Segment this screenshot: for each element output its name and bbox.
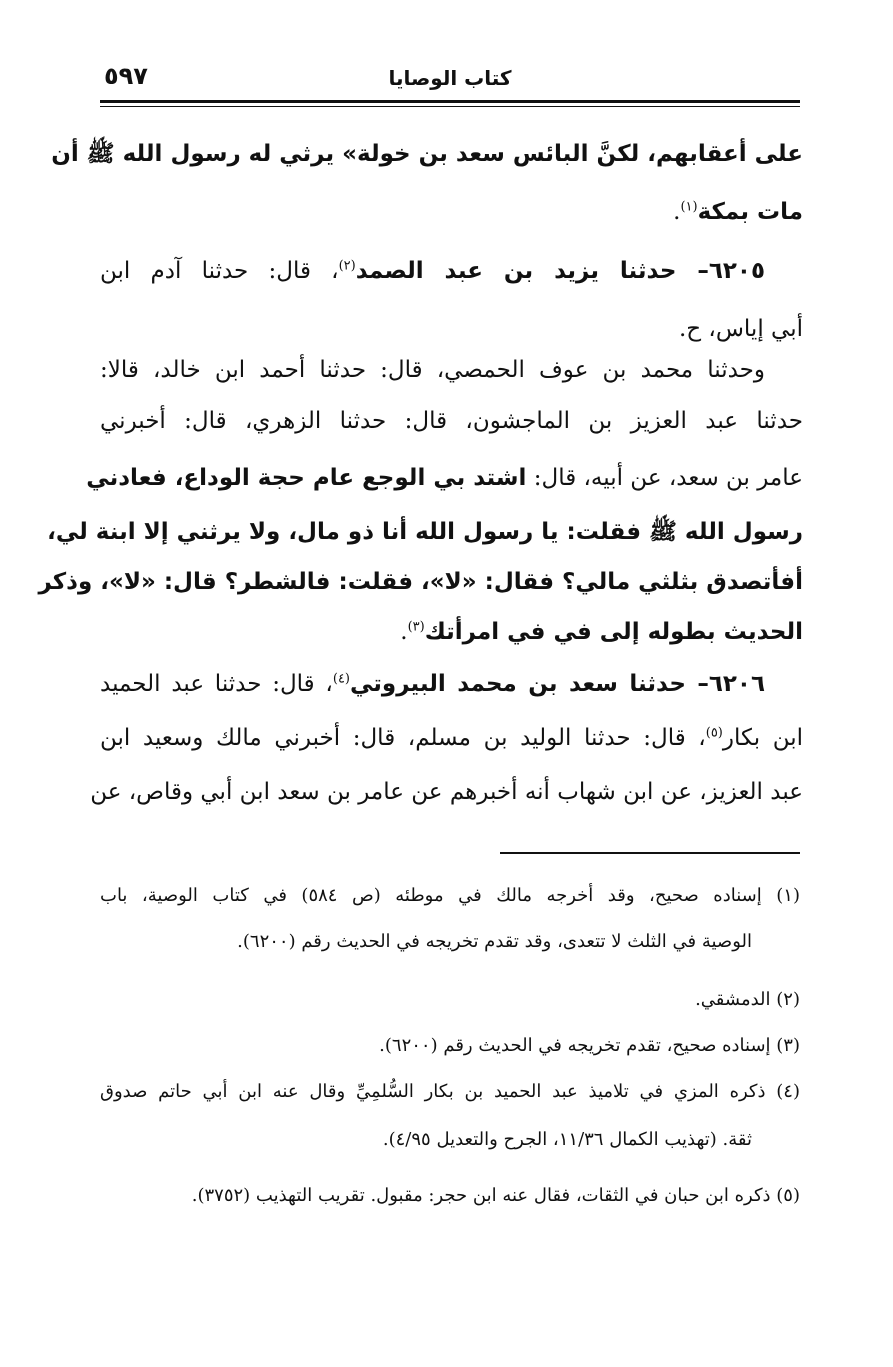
text-run: ، قال: حدثنا الوليد بن مسلم، قال: أخبرني مالك وسعيد ابن [100,725,706,751]
body-line-9: أفأتصدق بثلثي مالي؟ فقال: «لا»، فقلت: فالشطر؟ قال: «لا»، وذكر [38,569,803,595]
bold-phrase: الحديث بطوله إلى في في امرأتك [424,619,803,645]
body-line-2 [100,192,803,234]
dash: – حدثنا يزيد بن عبد الصمد [355,258,709,284]
body-line-7 [86,458,803,500]
footnote-1-line-2: الوصية في الثلث لا تتعدى، وقد تقدم تخريجه في الحديث رقم (٦٢٠٠). [237,931,752,952]
footnote-marker-1: (١) [680,199,698,215]
footnote-marker-4: (٤) [332,671,350,687]
text-run: ، قال: حدثنا عبد الحميد [100,671,333,697]
bold-phrase: مات بمكة [697,199,803,225]
body-line-5: وحدثنا محمد بن عوف الحمصي، قال: حدثنا أحمد ابن خالد، قالا: [100,357,765,383]
text-run: ابن بكار [722,725,803,751]
body-line-8: رسول الله ﷺ فقلت: يا رسول الله أنا ذو مال، ولا يرثني إلا ابنة لي، [47,519,803,545]
footnote-2: (٢) الدمشقي. [695,989,800,1010]
running-title: كتاب الوصايا [388,66,512,90]
footnote-separator [500,852,800,854]
page-header [100,60,800,96]
footnote-marker-5: (٥) [705,725,723,741]
hadith-number: ٦٢٠٥ [708,258,765,284]
footnote-3: (٣) إسناده صحيح، تقدم تخريجه في الحديث رقم (٦٢٠٠). [379,1035,800,1056]
period: . [400,619,408,645]
body-line-4: أبي إياس، ح. [678,316,803,342]
period: . [673,199,681,225]
body-line-10 [100,612,803,654]
footnote-5: (٥) ذكره ابن حبان في الثقات، فقال عنه ابن حجر: مقبول. تقريب التهذيب (٣٧٥٢). [191,1185,800,1206]
hadith-6205-line-1 [100,251,803,293]
body-line-6: حدثنا عبد العزيز بن الماجشون، قال: حدثنا الزهري، قال: أخبرني [100,408,803,434]
hadith-number: ٦٢٠٦ [708,671,766,697]
text-run: ، قال: حدثنا آدم ابن [100,258,339,284]
footnote-marker-2: (٢) [338,258,356,274]
hadith-6206-line-1 [100,664,803,706]
bold-phrase: اشتد بي الوجع عام حجة الوداع، فعادني [86,465,527,491]
footnote-4-line-2: ثقة. (تهذيب الكمال ١١/٣٦، الجرح والتعديل ٤/٩٥). [382,1129,752,1150]
header-rule-thick [100,100,800,103]
dash: – حدثنا سعد بن محمد البيروتي [350,671,709,697]
body-line-1: على أعقابهم، لكنَّ البائس سعد بن خولة» يرثي له رسول الله ﷺ أن [51,141,803,167]
body-line-12 [100,718,803,760]
body-line-13: عبد العزيز، عن ابن شهاب أنه أخبرهم عن عامر بن سعد ابن أبي وقاص، عن [90,779,803,805]
footnote-4-line-1: (٤) ذكره المزي في تلاميذ عبد الحميد بن بكار السُّلمِيِّ وقال عنه ابن أبي حاتم صدوق [100,1081,800,1102]
footnote-1-line-1: (١) إسناده صحيح، وقد أخرجه مالك في موطئه (ص ٥٨٤) في كتاب الوصية، باب [100,885,800,906]
header-rule-thin [100,106,800,107]
footnote-marker-3: (٣) [407,619,425,635]
page-number: ٥٩٧ [104,62,148,90]
text-run: عامر بن سعد، عن أبيه، قال: [533,465,803,491]
